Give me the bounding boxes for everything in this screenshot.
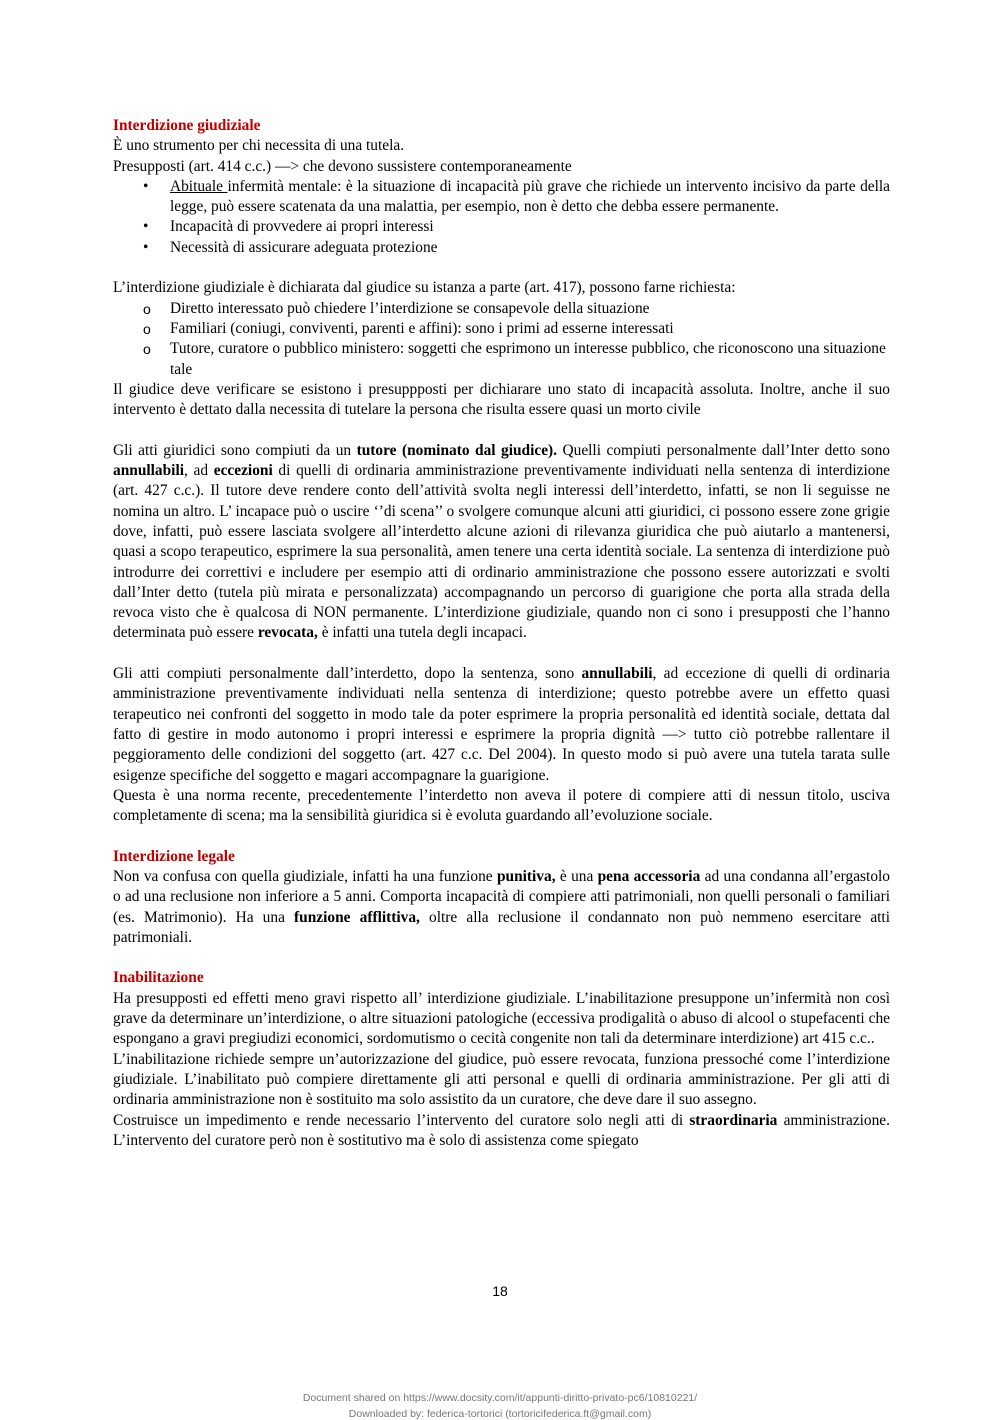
underlined-word: Abituale	[170, 177, 228, 195]
giudice-paragraph: Il giudice deve verificare se esistono i presuppposti per dichiarare uno stato di incapacità assoluta. Inoltre, anche il suo intervento è dettato dalla necessita di tutelare la persona che risulta essere quasi un morto civile	[113, 380, 890, 419]
page-number: 18	[492, 1283, 508, 1299]
presupposti-list	[113, 177, 890, 258]
heading-inabilitazione: Inabilitazione	[113, 969, 204, 987]
list-item: o Tutore, curatore o pubblico ministero: soggetti che esprimono un interesse pubblico, che riconoscono una situazione tale	[113, 339, 890, 380]
footer-shared-link[interactable]: Document shared on https://www.docsity.com/it/appunti-diritto-privato-pc6/10810221/	[302, 1392, 698, 1404]
list-item	[113, 177, 890, 218]
atti-giuridici-paragraph: Gli atti giuridici sono compiuti da un tutore (nominato dal giudice). Quelli compiuti personalmente dall’Inter detto sono annullabili, ad eccezioni di quelli di ordinaria amministrazione preventivamente individuati nella sentenza di interdizione (art. 427 c.c.). Il tutore deve rendere conto dell’attività svolta negli interessi dell’interdetto, infatti, se non li seguisse ne nomina un altro. L’ incapace può o uscire ‘’di scena’’ o svolgere comunque alcuni atti giuridici, ci possono essere zone grigie dove, infatti, può essere lasciata svolgere all’interdetto alcune azioni di rilevanza giuridica che può aiutarlo a mantenersi, quasi a scopo terapeutico, esprimere la sua personalità, amen tenere una certa identità sociale. La sentenza di interdizione può introdurre dei correttivi e includere per esempio atti di ordinario amministrazione che possono essere autorizzati e svolti dall’Inter detto (tutela più mirata e personalizzata) accompagnando un percorso di guarigione che porta alla strada della revoca visto che è qualcosa di NON permanente. L’interdizione giudiziale, quando non ci sono i presupposti che l’hanno determinata può essere revocata, è infatti una tutela degli incapaci.	[113, 441, 890, 642]
presupposti-line: Presupposti (art. 414 c.c.) —> che devono sussistere contemporaneamente	[113, 157, 572, 175]
list-item: o Familiari (coniugi, conviventi, parenti e affini): sono i primi ad esserne interessati	[113, 319, 890, 339]
heading-interdizione-legale: Interdizione legale	[113, 847, 235, 865]
inabilitazione-paragraph-3: Costruisce un impedimento e rende necessario l’intervento del curatore solo negli atti di straordinaria amministrazione. L’intervento del curatore però non è sostitutivo ma è solo di assistenza come spiegato	[113, 1111, 890, 1149]
list-item: • Necessità di assicurare adeguata protezione	[113, 238, 890, 258]
inabilitazione-paragraph-2: L’inabilitazione richiede sempre un’autorizzazione del giudice, può essere revocata, funziona pressoché come l’interdizione giudiziale. L’inabilitato può compiere direttamente gli atti personal e quelli di ordinaria amministrazione. Per gli atti di ordinaria amministrazione non è sostituito ma solo assistito da un curatore, che deve dare il suo assegno.	[113, 1050, 890, 1109]
list-item: • Incapacità di provvedere ai propri interessi	[113, 217, 890, 237]
footer-downloaded-by: Downloaded by: federica-tortorici (tortoricifederica.ft@gmail.com)	[348, 1408, 652, 1420]
interdizione-legale-paragraph: Non va confusa con quella giudiziale, infatti ha una funzione punitiva, è una pena accessoria ad una condanna all’ergastolo o ad una reclusione non inferiore a 5 anni. Comporta incapacità di compiere atti patrimoniali, non quelli personali o familiari (es. Matrimonio). Ha una funzione afflittiva, oltre alla reclusione il condannato non può nemmeno esercitare atti patrimoniali.	[113, 867, 890, 946]
document-page	[113, 116, 890, 1151]
atti-compiuti-paragraph: Gli atti compiuti personalmente dall’interdetto, dopo la sentenza, sono annullabili, ad eccezione di quelli di ordinaria amministrazione preventivamente individuati nella sentenza di interdizione; questo potrebbe avere un effetto quasi terapeutico nei confronti del soggetto in modo tale da poter esprimere la propria personalità ed identità sociale, dettata dal fatto di gestire in modo autonomo i propri interessi e esprimere la propria dignità —> tutto ciò potrebbe rallentare il peggioramento delle condizioni del soggetto (art. 427 c.c. Del 2004). In questo modo si può avere una tutela tarata sulle esigenze specifiche del soggetto e magari accompagnare la guarigione.	[113, 665, 890, 784]
inabilitazione-paragraph-1: Ha presupposti ed effetti meno gravi rispetto all’ interdizione giudiziale. L’inabilitazione presuppone un’infermità non così grave da determinare un’interdizione, o altre situazioni patologiche (eccessiva prodigalità o abuso di alcool o stupefacenti che espongano a gravi pregiudizi economici, sordomutismo o cecità congenite non tali da determinare interdizione) art 415 c.c..	[113, 989, 890, 1048]
istanza-paragraph: L’interdizione giudiziale è dichiarata dal giudice su istanza a parte (art. 417), possono farne richiesta:	[113, 279, 736, 297]
list-item: o Diretto interessato può chiedere l’interdizione se consapevole della situazione	[113, 299, 890, 319]
intro-line: È uno strumento per chi necessita di una tutela.	[113, 137, 405, 155]
list-item-text: infermità mentale: è la situazione di incapacità più grave che richiede un intervento incisivo da parte della legge, può essere scatenata da una malattia, per esempio, non è detto che debba essere permanente.	[170, 177, 891, 216]
norma-recente-paragraph: Questa è una norma recente, precedentemente l’interdetto non aveva il potere di compiere atti di nessun titolo, usciva completamente di scena; ma la sensibilità giuridica si è evoluta guardando all’evoluzione sociale.	[113, 786, 890, 825]
heading-interdizione-giudiziale: Interdizione giudiziale	[113, 117, 261, 134]
richiedenti-list	[113, 299, 890, 380]
